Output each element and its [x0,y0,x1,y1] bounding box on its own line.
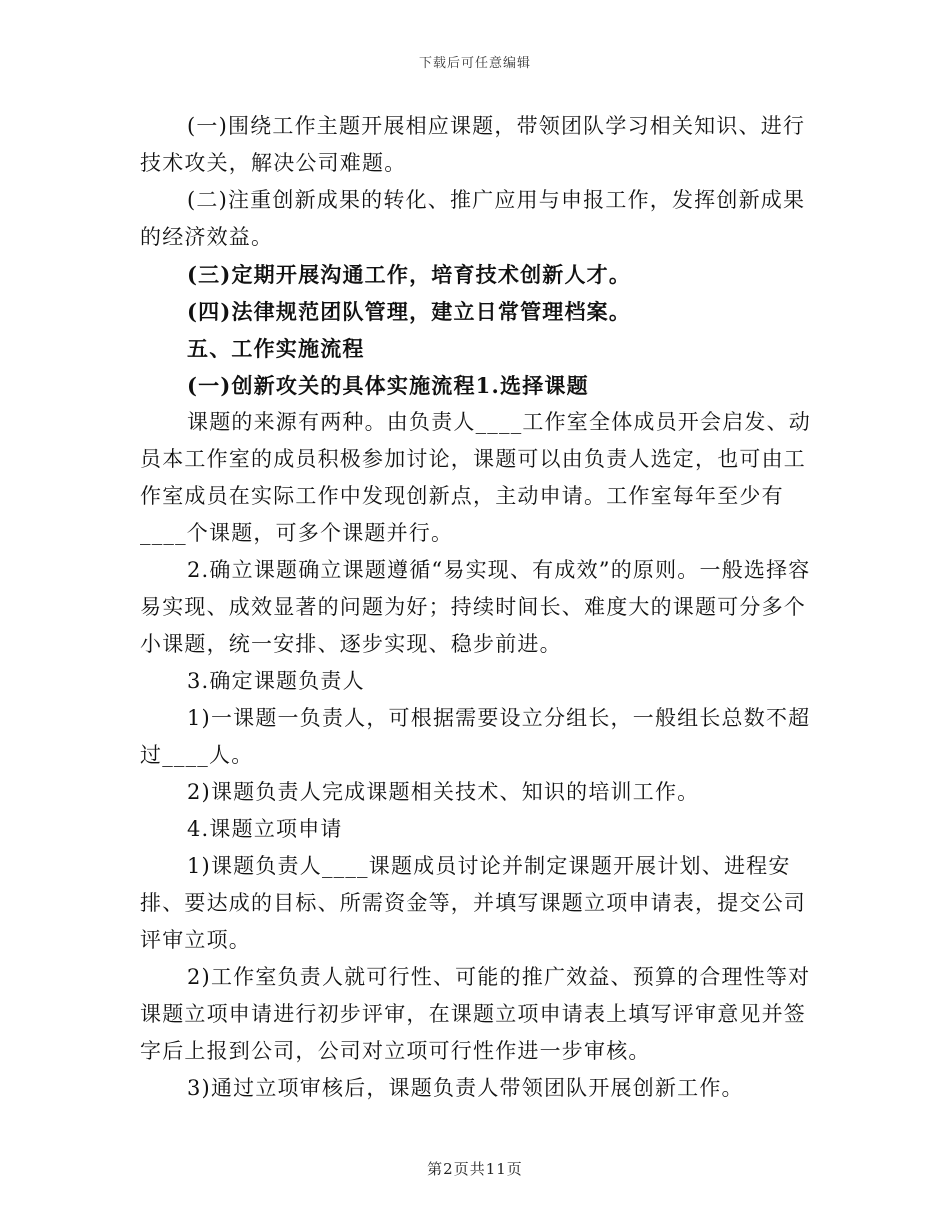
paragraph-9: 3.确定课题负责人 [187,669,365,693]
paragraph-2: (二)注重创新成果的转化、推广应用与申报工作，发挥创新成果的经济效益。 [140,188,806,249]
paragraph-12: 4.课题立项申请 [187,817,343,841]
subsection-heading: (一)创新攻关的具体实施流程1.选择课题 [187,373,589,398]
paragraph-10: 1)一课题一负责人，可根据需要设立分组长，一般组长总数不超过____人。 [140,706,811,767]
paragraph-7: 课题的来源有两种。由负责人____工作室全体成员开会启发、动员本工作室的成员积极参加讨论，课题可以由负责人选定，也可由工作室成员在实际工作中发现创新点，主动申请。工作室每年至少有____个课题，可多个课题并行。 [140,410,811,545]
paragraph-15: 3)通过立项审核后，课题负责人带领团队开展创新工作。 [187,1076,744,1100]
paragraph-3: (三)定期开展沟通工作，培育技术创新人才。 [187,262,632,287]
paragraph-1: (一)围绕工作主题开展相应课题，带领团队学习相关知识、进行技术攻关，解决公司难题。 [140,114,806,175]
paragraph-4: (四)法律规范团队管理，建立日常管理档案。 [187,299,632,324]
paragraph-14: 2)工作室负责人就可行性、可能的推广效益、预算的合理性等对课题立项申请进行初步评审，在课题立项申请表上填写评审意见并签字后上报到公司，公司对立项可行性作进一步审核。 [140,965,811,1063]
section-heading: 五、工作实施流程 [187,336,365,361]
page-header: 下载后可任意编辑 [418,56,531,71]
paragraph-11: 2)课题负责人完成课题相关技术、知识的培训工作。 [187,780,700,804]
document-body [140,108,820,1107]
paragraph-13: 1)课题负责人____课题成员讨论并制定课题开展计划、进程安排、要达成的目标、所需资金等，并填写课题立项申请表，提交公司评审立项。 [140,854,806,952]
page-footer: 第2页共11页 [427,1160,523,1178]
paragraph-8: 2.确立课题确立课题遵循“易实现、有成效”的原则。一般选择容易实现、成效显著的问题为好；持续时间长、难度大的课题可分多个小课题，统一安排、逐步实现、稳步前进。 [140,558,811,656]
